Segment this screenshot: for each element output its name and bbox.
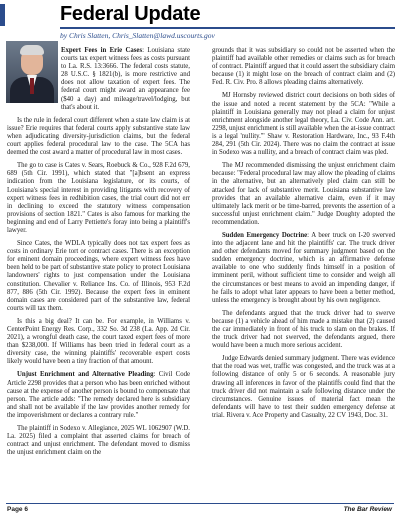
left-column: [7, 47, 190, 462]
paragraph-text: : Louisiana state courts tax expert witness fees as costs pursuant to La. R.S. 13:3666. The federal costs statute, 28 U.S.C. § 1821(b), is more restrictive and does not allow taxation of expert fees. The federal court might award an appearance fee ($40 a day) and mileage/travel/lodging, but that's about it.: [61, 47, 190, 111]
paragraph-text: MJ Hornsby reviewed district court decisions on both sides of the issue and noted a recent statement by the 5CA: "While a plaintiff in Louisiana generally may not plead a claim for unjust enrichment alongside another legal theory, La. Civ. Code Ann. art. 2298, unjust enrichment is still available when the at-issue contract is a legal 'nullity.'" Shaw v. Restoration Hardware, Inc., 93 F.4th 284, 291 (5th Cir. 2024). There was no claim the contract at issue in Sodexo was a nullity, and a breach of contract claim was pled.: [212, 92, 395, 157]
paragraph-text: Judge Edwards denied summary judgment. There was evidence that the road was wet, traffic was congested, and the truck was at a following distance of only 5 or 6 seconds. A reasonable jury drawing all inferences in favor of the plaintiffs could find that the truck driver did not maintain a safe following distance under the circumstances. Genuine issues of material fact mean the defendants will have to test their sudden emergency defense at trial. Rivera v. Ace Property and Casualty, 22 CV 1943, Doc. 31.: [212, 355, 395, 419]
paragraph-text: Is this a big deal? It can be. For example, in Williams v. CenterPoint Energy Res. Corp., 332 So. 3d 238 (La. App. 2d Cir. 2021), a wrongful death case, the court taxed expert fees of more than $238,000. If Williams has been tried in federal court as a diversity case, the winning plaintiffs' recoverable expert costs likely would have been a tiny fraction of that amount.: [7, 317, 190, 366]
paragraph: [212, 232, 395, 305]
paragraph: [7, 240, 190, 313]
paragraph-text: The MJ recommended dismissing the unjust enrichment claim because: "Federal procedural law may allow the pleading of claims in the alternative, but an alternatively pled claim can still be attacked for lack of substantive merit. Louisiana substantive law provides that an available alternative claim, even if it may ultimately lack merit or be time-barred, prevents the assertion of a successful unjust enrichment claim." Judge Doughty adopted the recommendation.: [212, 162, 395, 226]
paragraph-text: : A beer truck on I-20 swerved into the adjacent lane and hit the plaintiffs' car. The truck driver and other defendants moved for summary judgment based on the sudden emergency doctrine, which is an affirmative defense available to one who suddenly finds himself in a position of imminent peril, without sufficient time to consider and weigh all the circumstances or best means to avoid an impending danger, if he fails to adopt what later appears to have been a better method, unless the emergency is brought about by his own negligence.: [212, 231, 395, 304]
page-title: Federal Update: [60, 3, 201, 25]
footer-rule: [6, 503, 394, 504]
paragraph: [7, 425, 190, 457]
paragraph: [7, 371, 190, 420]
paragraph: [212, 162, 395, 227]
paragraph: [212, 355, 395, 420]
header-accent-bar: [0, 4, 5, 26]
paragraph: [7, 117, 190, 157]
paragraph: [7, 47, 190, 112]
paragraph: [7, 162, 190, 235]
page-header: [0, 0, 400, 42]
paragraph-lead: Sudden Emergency Doctrine: [222, 231, 308, 239]
paragraph-text: grounds that it was subsidiary so could not be asserted when the plaintiff had available other remedies or claims such as for breach of contract. Plaintiff argued that it could assert the subsidiary claim because (1) it might lose on the breach of contract claim and (2) Fed. R. Civ. Pro. 8 allows pleading claims alternatively.: [212, 47, 395, 87]
publication-name: The Bar Review: [343, 506, 392, 513]
paragraph-text: Is the rule in federal court different when a state law claim is at issue? Erie requires that federal courts apply substantive state law when adjudicating diversity-jurisdiction claims, but the federal court applies federal procedural law to the case. The 5CA has deemed the cost award a matter of procedural law in most cases.: [7, 116, 190, 157]
right-column: [212, 47, 395, 425]
paragraph-text: Since Cates, the WDLA typically does not tax expert fees as costs in ordinary Erie tort or contract cases. There is an exception for eminent domain proceedings, where expert witness fees have been held to be part of substantive state policy to protect Louisiana landowners' rights to just compensation under the Louisiana constitution. Chevalier v. Reliance Ins. Co. of Illinois, 953 F.2d 877, 886 (5th Cir. 1992). Because the expert fees in eminent domain cases are considered part of the substantive law, federal courts will tax them.: [7, 240, 190, 312]
paragraph: [212, 310, 395, 350]
page-number: Page 6: [7, 506, 28, 513]
paragraph: [212, 47, 395, 87]
paragraph-text: : Civil Code Article 2298 provides that a person who has been enriched without cause at the expense of another person is bound to compensate that person. The article adds: "The remedy declared here is subsidiary and shall not be available if the law provides another remedy for the impoverishment or declares a contrary rule.": [7, 371, 191, 419]
paragraph: [7, 318, 190, 367]
paragraph-text: The defendants argued that the truck driver had to swerve because (1) a vehicle ahead of him made a mistake that (2) caused the car immediately in front of his truck to slam on the brakes. If the truck driver had not swerved, the defendants argued, there would have been a much more serious accident.: [212, 309, 395, 350]
paragraph-text: The go to case is Cates v. Sears, Roebuck & Co., 928 F.2d 679, 689 (5th Cir. 1991), which stated that "[a]bsent an express indication from the Louisiana legislature, or its courts, of Louisiana's special interest in providing litigants with recovery of expert witness fees in redhibition cases, the trial court did not err in declining to exceed the statutory witness compensation provisions of section 1821." Cates is also famous for marking the beginning and end of Larry Pettiette's foray into being a plaintiff's lawyer.: [7, 162, 190, 234]
title-rule: [60, 27, 395, 29]
paragraph-lead: Expert Fees in Erie Cases: [61, 47, 143, 54]
byline: by Chris Slatten, Chris_Slatten@lawd.uscourts.gov: [60, 31, 215, 40]
paragraph-text: The plaintiff in Sodexo v. Allegiance, 2025 WL 1062907 (W.D. La. 2025) filed a complaint that asserted claims for breach of contract and unjust enrichment. The defendant moved to dismiss the unjust enrichment claim on the: [7, 425, 190, 457]
paragraph: [212, 92, 395, 157]
paragraph-lead: Unjust Enrichment and Alternative Pleading: [17, 371, 154, 379]
